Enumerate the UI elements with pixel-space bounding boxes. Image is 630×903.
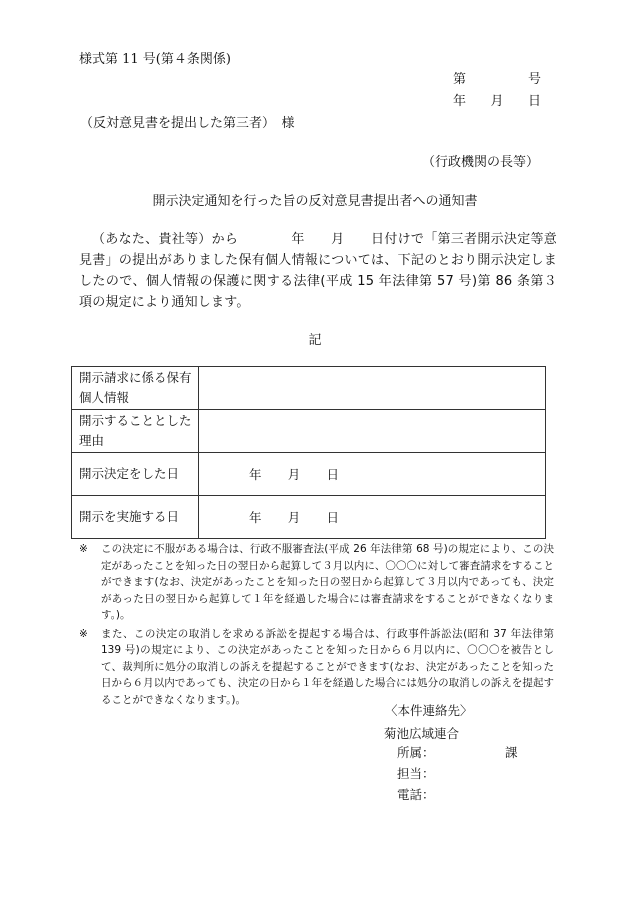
disclosure-day: 日 <box>326 510 339 525</box>
sender: （行政機関の長等） <box>422 155 540 170</box>
row-label: 開示することとした理由 <box>72 410 199 453</box>
decision-year: 年 <box>249 467 262 482</box>
issue-date-month: 月 <box>490 94 504 109</box>
decision-day: 日 <box>326 467 339 482</box>
row-value <box>199 410 546 453</box>
issue-date <box>453 90 541 109</box>
contact-heading: 〈本件連絡先〉 <box>385 703 473 718</box>
note-item <box>79 626 554 709</box>
table-row <box>72 496 546 539</box>
table-row <box>72 410 546 453</box>
contact-department-unit: 課 <box>505 745 518 760</box>
contact-department-label: 所属： <box>397 745 435 760</box>
form-number: 様式第 11 号(第４条関係) <box>79 52 231 67</box>
table-row <box>72 453 546 496</box>
doc-no-prefix: 第 <box>453 72 467 87</box>
doc-no-suffix: 号 <box>527 72 541 87</box>
note-item <box>79 541 554 624</box>
ki-heading: 記 <box>308 333 322 348</box>
body-text: （あなた、貴社等）から 年 月 日付けで「第三者開示決定等意見書」の提出がありました保有個人情報については、下記のとおり開示決定しましたので、個人情報の保護に関する法律(平成 15 年法律第 57 号)第 86 条第３項の規定により通知します。 <box>79 232 557 310</box>
note-mark: ※ <box>79 543 88 555</box>
row-label: 開示を実施する日 <box>72 496 199 539</box>
decision-date-value <box>199 453 546 496</box>
document-title: 開示決定通知を行った旨の反対意見書提出者への通知書 <box>152 194 478 209</box>
decision-month: 月 <box>287 467 301 482</box>
issue-date-day: 日 <box>527 94 541 109</box>
row-value <box>199 367 546 410</box>
table-row <box>72 367 546 410</box>
note-mark: ※ <box>79 627 88 640</box>
row-label: 開示決定をした日 <box>72 453 199 496</box>
row-label: 開示請求に係る保有個人情報 <box>72 367 199 410</box>
contact-person-label: 担当： <box>397 766 435 781</box>
notes <box>79 541 554 710</box>
contact-phone-label: 電話： <box>397 787 435 802</box>
note-text: この決定に不服がある場合は、行政不服審査法(平成 26 年法律第 68 号)の規定により、この決定があったことを知った日の翌日から起算して３月以内に、〇〇〇に対して審査請求をすることができます(なお、決定があったことを知った日の翌日から起算して３月以内であっても、決定があった日の翌日から起算して１年を経過した場合には審査請求をすることができなくなります。)。 <box>101 543 554 621</box>
addressee: （反対意見書を提出した第三者） 様 <box>80 116 295 131</box>
disclosure-date-value <box>199 496 546 539</box>
decision-table <box>71 366 546 539</box>
disclosure-month: 月 <box>287 510 301 525</box>
issue-date-year: 年 <box>453 94 467 109</box>
contact-organization: 菊池広域連合 <box>384 726 460 741</box>
document-number <box>453 68 541 87</box>
disclosure-year: 年 <box>249 510 262 525</box>
note-text: また、この決定の取消しを求める訴訟を提起する場合は、行政事件訴訟法(昭和 37 年法律第 139 号)の規定により、この決定があったことを知った日から６月以内に、〇〇〇を被告として、裁判所に処分の取消しの訴えを提起することができます(なお、決定があったことを知った日から６月以内であっても、決定の日から１年を経過した場合には処分の取消しの訴えを提起することができなくなります。)。 <box>101 627 554 706</box>
